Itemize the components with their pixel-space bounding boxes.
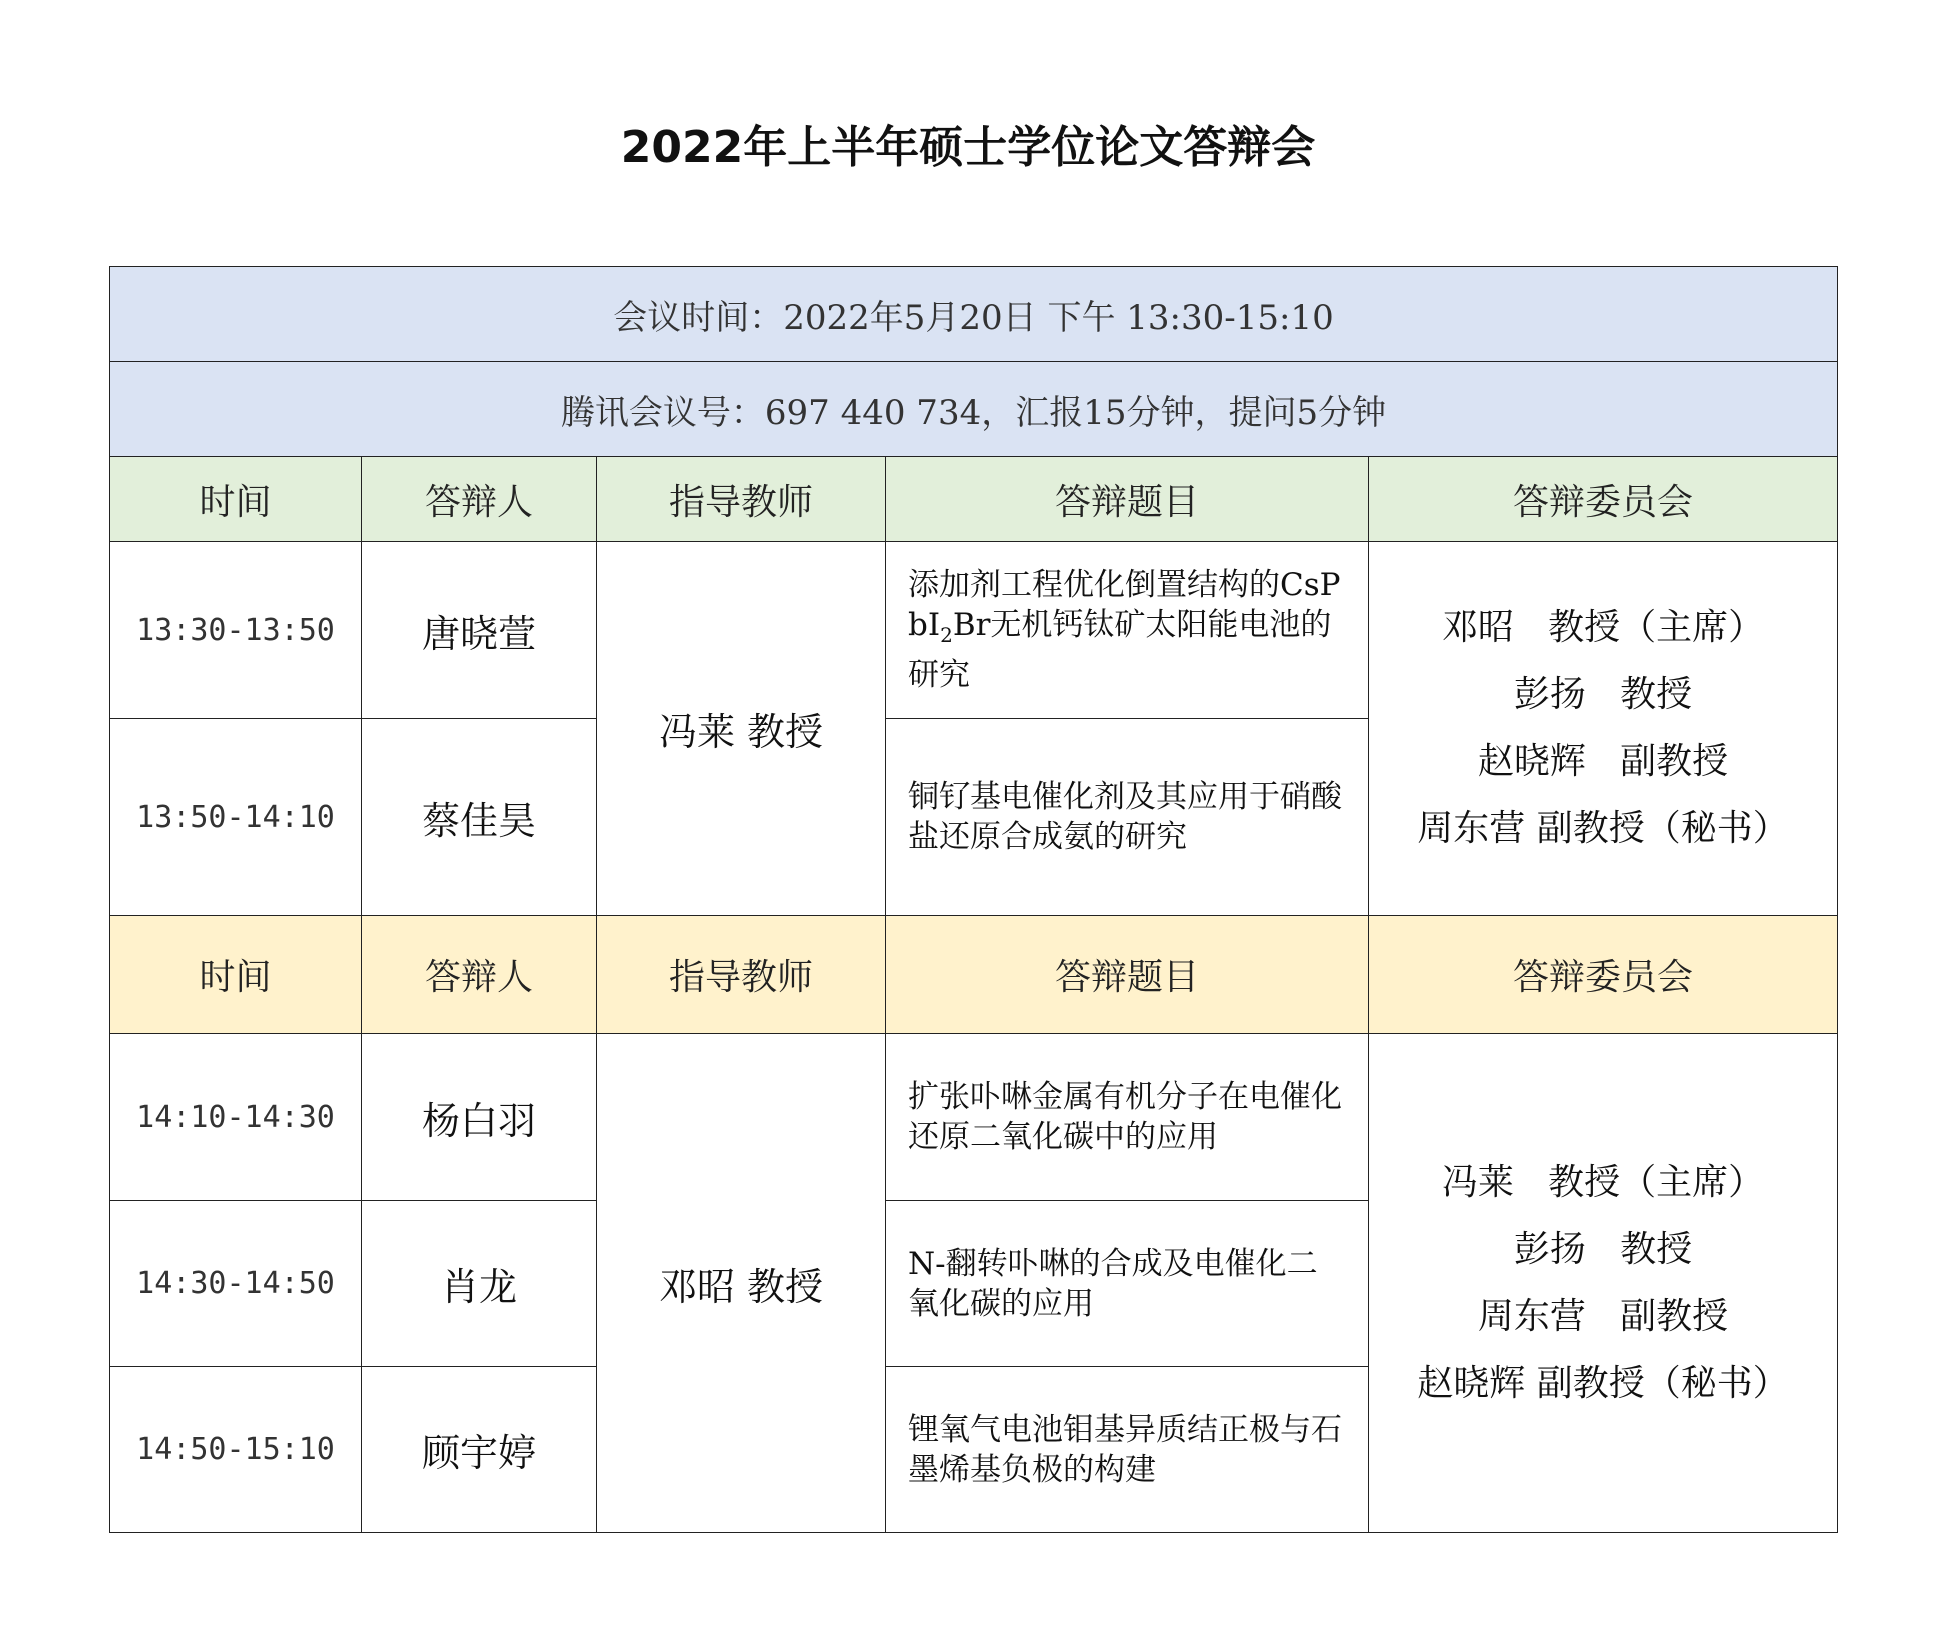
session1-advisor: 冯莱 教授 xyxy=(597,542,886,916)
row-topic xyxy=(886,1201,1369,1367)
header-advisor: 指导教师 xyxy=(597,457,886,542)
header-committee: 答辩委员会 xyxy=(1369,457,1838,542)
session2-committee xyxy=(1369,1034,1838,1533)
session2-advisor: 邓昭 教授 xyxy=(597,1034,886,1533)
row-topic-text: 添加剂工程优化倒置结构的CsPbI xyxy=(908,566,1341,643)
session2-header-row xyxy=(110,916,1838,1034)
row-topic xyxy=(886,719,1369,916)
row-candidate: 肖龙 xyxy=(362,1201,597,1367)
meeting-time: 会议时间：2022年5月20日 下午 13:30-15:10 xyxy=(110,267,1838,362)
row-time: 14:30-14:50 xyxy=(110,1201,362,1367)
committee-member: 赵晓辉 副教授 xyxy=(1477,741,1729,782)
row-time: 13:30-13:50 xyxy=(110,542,362,719)
header-candidate: 答辩人 xyxy=(362,457,597,542)
session1-header-row xyxy=(110,457,1838,542)
row-topic-text: N-翻转卟啉的合成及电催化二氧化碳的应用 xyxy=(908,1245,1318,1322)
header-topic: 答辩题目 xyxy=(886,457,1369,542)
row-topic xyxy=(886,1034,1369,1201)
row-candidate: 顾宇婷 xyxy=(362,1367,597,1533)
committee-member: 彭扬 教授 xyxy=(1513,1228,1693,1270)
header-time: 时间 xyxy=(110,457,362,542)
committee-member: 周东营 副教授 xyxy=(1477,1295,1729,1337)
row-topic-text: 扩张卟啉金属有机分子在电催化还原二氧化碳中的应用 xyxy=(908,1079,1342,1155)
row-topic-text: 锂氧气电池钼基异质结正极与石墨烯基负极的构建 xyxy=(908,1411,1342,1488)
row-topic-subscript: 2 xyxy=(940,623,953,648)
defense-schedule-table xyxy=(109,266,1838,1533)
row-time: 13:50-14:10 xyxy=(110,719,362,916)
row-candidate: 唐晓萱 xyxy=(362,542,597,719)
row-time: 14:50-15:10 xyxy=(110,1367,362,1533)
row-topic-text-cont: Br无机钙钛矿太阳能电池的研究 xyxy=(908,606,1332,694)
committee-member: 邓昭 教授（主席） xyxy=(1441,607,1765,648)
row-time: 14:10-14:30 xyxy=(110,1034,362,1201)
session1-committee xyxy=(1369,542,1838,916)
header-time: 时间 xyxy=(110,916,362,1034)
row-candidate: 杨白羽 xyxy=(362,1034,597,1201)
meeting-info: 腾讯会议号：697 440 734，汇报15分钟，提问5分钟 xyxy=(110,362,1838,457)
committee-member: 冯莱 教授（主席） xyxy=(1441,1161,1765,1203)
header-advisor: 指导教师 xyxy=(597,916,886,1034)
table-row xyxy=(110,542,1838,719)
committee-member: 彭扬 教授 xyxy=(1513,674,1693,715)
committee-member: 周东营 副教授（秘书） xyxy=(1417,808,1789,849)
row-topic-text: 铜钌基电催化剂及其应用于硝酸盐还原合成氨的研究 xyxy=(908,779,1342,855)
row-candidate: 蔡佳昊 xyxy=(362,719,597,916)
page-title: 2022年上半年硕士学位论文答辩会 xyxy=(620,122,1316,173)
committee-member: 赵晓辉 副教授（秘书） xyxy=(1417,1362,1789,1404)
header-candidate: 答辩人 xyxy=(362,916,597,1034)
meeting-time-row xyxy=(110,267,1838,362)
header-topic: 答辩题目 xyxy=(886,916,1369,1034)
header-committee: 答辩委员会 xyxy=(1369,916,1838,1034)
table-row xyxy=(110,1034,1838,1201)
row-topic xyxy=(886,1367,1369,1533)
row-topic xyxy=(886,542,1369,719)
meeting-info-row xyxy=(110,362,1838,457)
